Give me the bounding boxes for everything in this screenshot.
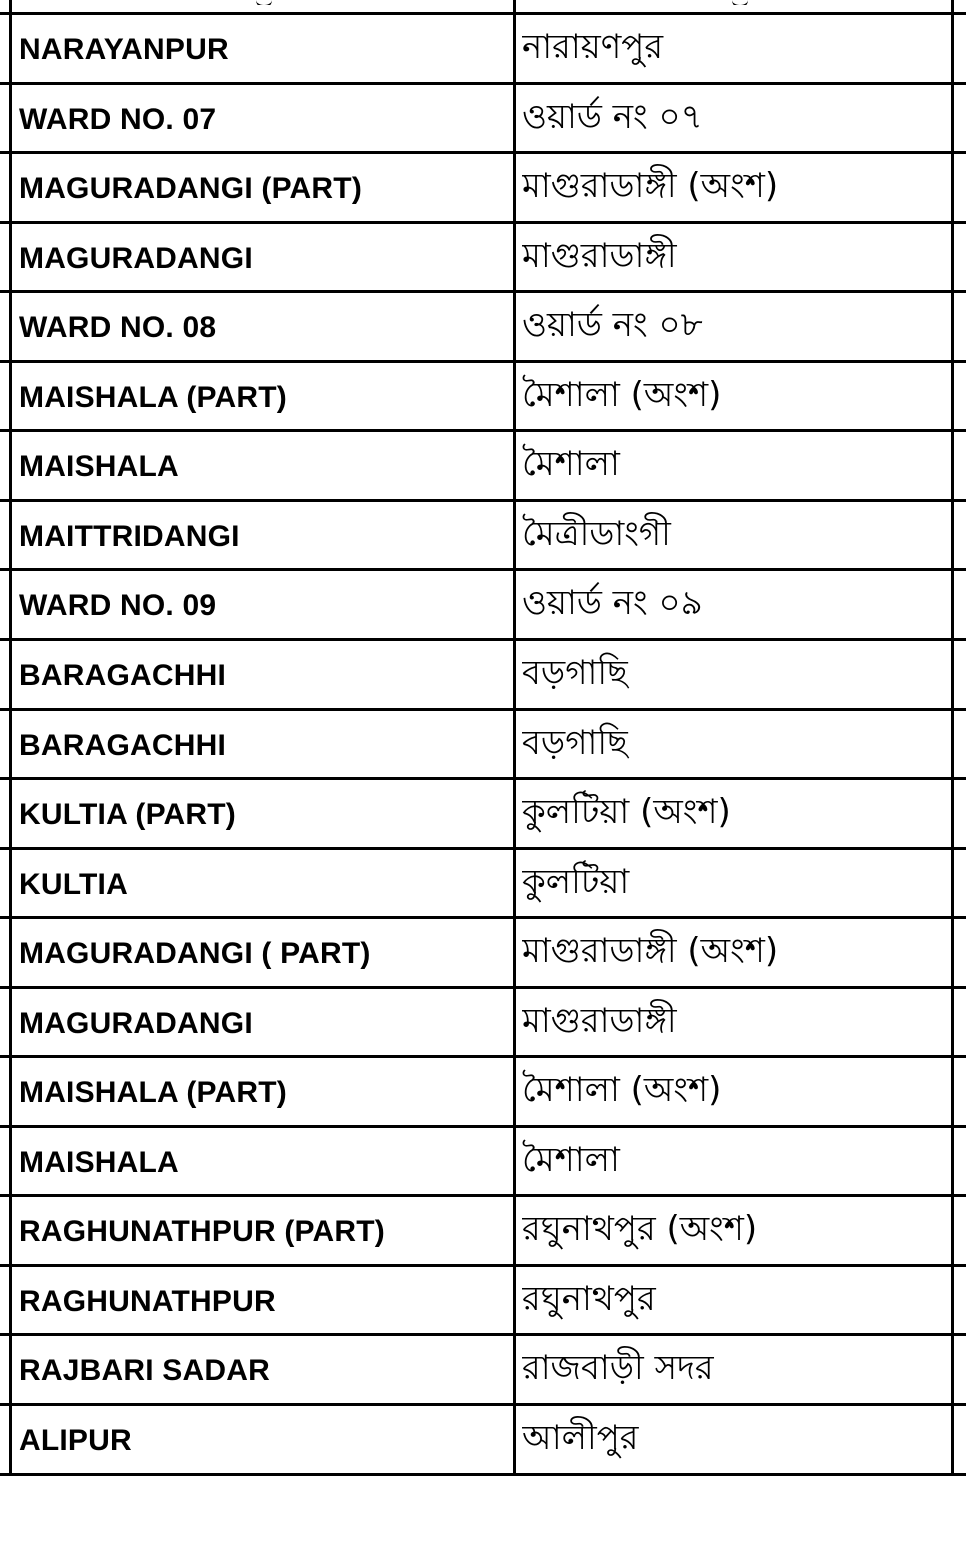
bengali-name-cell: নারায়ণপুর <box>522 27 664 67</box>
row-separator <box>0 499 966 502</box>
row-separator <box>0 12 966 15</box>
row-separator <box>0 1403 966 1406</box>
row-separator <box>0 429 966 432</box>
bengali-name-cell: বড়গাছি <box>522 723 628 763</box>
bengali-name-cell: কুলটিয়া <box>522 862 630 902</box>
row-separator <box>0 1194 966 1197</box>
bengali-name-cell: ওয়ার্ড নং ০৯ <box>522 583 703 623</box>
english-name-cell: MAGURADANGI ( PART) <box>19 937 371 970</box>
row-separator <box>0 290 966 293</box>
row-separator <box>0 221 966 224</box>
bengali-name-cell: রঘুনাথপুর (অংশ) <box>522 1209 758 1249</box>
bengali-name-cell: মাগুরাডাঙ্গী (অংশ) <box>522 166 779 206</box>
english-name-cell: WARD NO. 08 <box>19 311 217 344</box>
bengali-name-cell: মৈশালা <box>522 1140 620 1180</box>
row-separator <box>0 1055 966 1058</box>
english-name-cell: MAGURADANGI <box>19 1007 253 1040</box>
row-separator <box>0 151 966 154</box>
english-name-cell: MAISHALA (PART) <box>19 1076 287 1109</box>
bengali-name-cell: আলীপুর <box>522 1418 639 1458</box>
english-name-cell: BARAGACHHI <box>19 659 226 692</box>
row-separator <box>0 82 966 85</box>
row-separator <box>0 708 966 711</box>
english-name-cell: MAGURADANGI <box>19 242 253 275</box>
cropped-header-glyph <box>256 0 278 5</box>
row-separator <box>0 568 966 571</box>
bengali-name-cell: রঘুনাথপুর <box>522 1279 656 1319</box>
bengali-name-cell: মৈশালা (অংশ) <box>522 1070 722 1110</box>
english-name-cell: MAISHALA (PART) <box>19 381 287 414</box>
english-name-cell: MAGURADANGI (PART) <box>19 172 363 205</box>
row-separator <box>0 1125 966 1128</box>
english-name-cell: BARAGACHHI <box>19 729 226 762</box>
row-separator <box>0 1333 966 1336</box>
bengali-name-cell: মাগুরাডাঙ্গী (অংশ) <box>522 931 779 971</box>
bengali-name-cell: মৈশালা (অংশ) <box>522 375 722 415</box>
bengali-name-cell: মাগুরাডাঙ্গী <box>522 1001 677 1041</box>
english-name-cell: WARD NO. 07 <box>19 103 217 136</box>
cropped-header-glyph <box>732 0 754 5</box>
bengali-name-cell: বড়গাছি <box>522 653 628 693</box>
english-name-cell: KULTIA <box>19 868 128 901</box>
english-name-cell: MAISHALA <box>19 450 179 483</box>
english-name-cell: ALIPUR <box>19 1424 132 1457</box>
english-name-cell: KULTIA (PART) <box>19 798 236 831</box>
row-separator <box>0 986 966 989</box>
bengali-name-cell: রাজবাড়ী সদর <box>522 1348 714 1388</box>
bengali-name-cell: মৈত্রীডাংগী <box>522 514 671 554</box>
english-name-cell: WARD NO. 09 <box>19 589 217 622</box>
row-separator <box>0 916 966 919</box>
row-separator <box>0 777 966 780</box>
row-separator <box>0 1473 966 1476</box>
bengali-name-cell: কুলটিয়া (অংশ) <box>522 792 731 832</box>
english-name-cell: MAITTRIDANGI <box>19 520 240 553</box>
bengali-name-cell: ওয়ার্ড নং ০৮ <box>522 305 703 345</box>
row-separator <box>0 638 966 641</box>
english-name-cell: MAISHALA <box>19 1146 179 1179</box>
row-separator <box>0 847 966 850</box>
row-separator <box>0 1264 966 1267</box>
bengali-name-cell: মাগুরাডাঙ্গী <box>522 236 677 276</box>
english-name-cell: RAGHUNATHPUR <box>19 1285 276 1318</box>
english-name-cell: NARAYANPUR <box>19 33 229 66</box>
english-name-cell: RAJBARI SADAR <box>19 1354 270 1387</box>
bengali-name-cell: ওয়ার্ড নং ০৭ <box>522 97 703 137</box>
english-name-cell: RAGHUNATHPUR (PART) <box>19 1215 385 1248</box>
row-separator <box>0 360 966 363</box>
bengali-name-cell: মৈশালা <box>522 444 620 484</box>
